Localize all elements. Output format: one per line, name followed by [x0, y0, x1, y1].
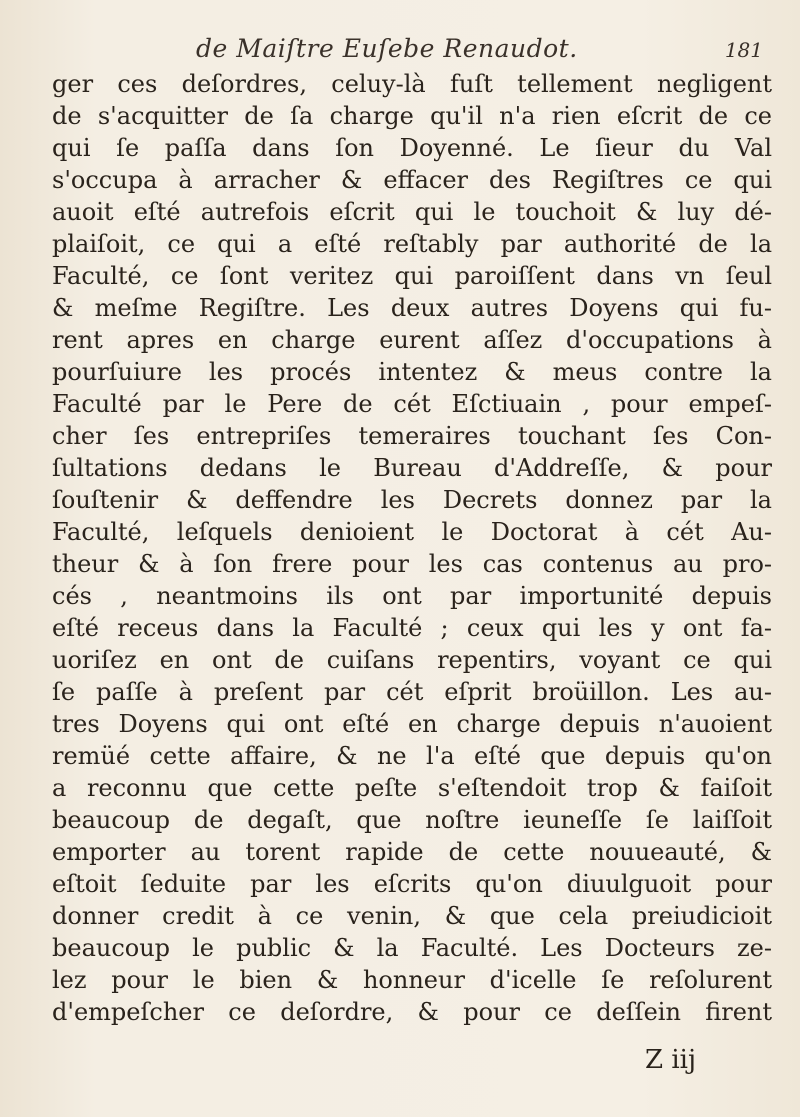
text-line: ger ces deſordres, celuy-là fuſt tellement negligent	[52, 70, 772, 98]
running-title: de Maiſtre Euſebe Renaudot.	[196, 34, 578, 63]
text-line: auoit eſté autrefois eſcrit qui le touchoit & luy dé-	[52, 198, 772, 226]
text-line: plaiſoit, ce qui a eſté reſtably par authorité de la	[52, 230, 772, 258]
text-line: ſouſtenir & deffendre les Decrets donnez par la	[52, 486, 772, 514]
text-line: cher ſes entrepriſes temeraires touchant ſes Con-	[52, 422, 772, 450]
page-number: 181	[724, 38, 763, 62]
text-line: beaucoup de degaſt, que noſtre ieuneſſe ſe laiſſoit	[52, 806, 772, 834]
text-line: pourſuiure les procés intentez & meus contre la	[52, 358, 772, 386]
text-line: de s'acquitter de ſa charge qu'il n'a rien eſcrit de ce	[52, 102, 772, 130]
signature-mark: Z iij	[645, 1045, 697, 1075]
text-line: beaucoup le public & la Faculté. Les Docteurs ze-	[52, 934, 772, 962]
text-line: ſultations dedans le Bureau d'Addreſſe, & pour	[52, 454, 772, 482]
text-line: remüé cette affaire, & ne l'a eſté que depuis qu'on	[52, 742, 772, 770]
text-line: tres Doyens qui ont eſté en charge depuis n'auoient	[52, 710, 772, 738]
text-line: Faculté, leſquels denioient le Doctorat à cét Au-	[52, 518, 772, 546]
text-line: theur & à ſon frere pour les cas contenus au pro-	[52, 550, 772, 578]
text-line: eſté receus dans la Faculté ; ceux qui les y ont fa-	[52, 614, 772, 642]
text-line: Faculté, ce ſont veritez qui paroiſſent dans vn ſeul	[52, 262, 772, 290]
text-line: s'occupa à arracher & effacer des Regiſtres ce qui	[52, 166, 772, 194]
text-line: Faculté par le Pere de cét Eſctiuain , pour empeſ-	[52, 390, 772, 418]
text-line: ſe paſſe à preſent par cét eſprit broüillon. Les au-	[52, 678, 772, 706]
text-line: rent apres en charge eurent aſſez d'occupations à	[52, 326, 772, 354]
page-header	[0, 34, 800, 68]
text-line: a reconnu que cette peſte s'eſtendoit trop & faiſoit	[52, 774, 772, 802]
text-line: emporter au torent rapide de cette nouueauté, &	[52, 838, 772, 866]
text-line: lez pour le bien & honneur d'icelle ſe reſolurent	[52, 966, 772, 994]
text-line: qui ſe paſſa dans ſon Doyenné. Le ſieur du Val	[52, 134, 772, 162]
body-text	[52, 68, 772, 1028]
text-line: uoriſez en ont de cuiſans repentirs, voyant ce qui	[52, 646, 772, 674]
text-line: d'empeſcher ce deſordre, & pour ce deſſein firent	[52, 998, 772, 1026]
signature-area	[0, 1045, 800, 1075]
text-line: & meſme Regiſtre. Les deux autres Doyens qui fu-	[52, 294, 772, 322]
text-line: donner credit à ce venin, & que cela preiudicioit	[52, 902, 772, 930]
text-line: eſtoit ſeduite par les eſcrits qu'on diuulguoit pour	[52, 870, 772, 898]
text-line: cés , neantmoins ils ont par importunité depuis	[52, 582, 772, 610]
